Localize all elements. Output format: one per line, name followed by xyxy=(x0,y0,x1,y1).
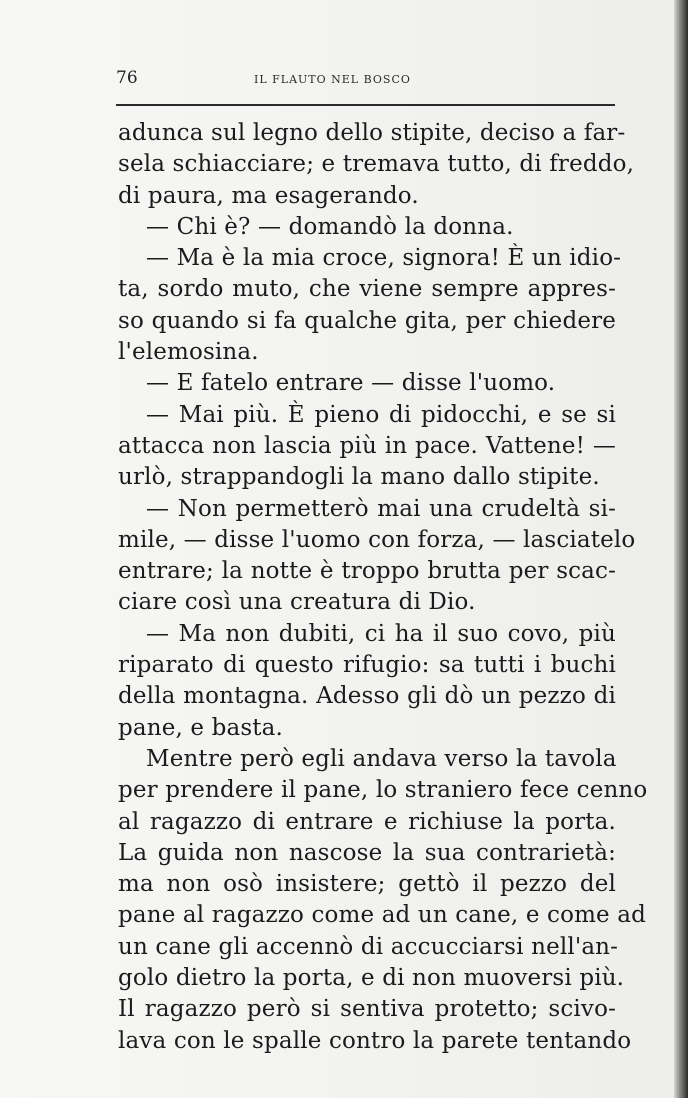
text-line: La guida non nascose la sua contrarietà: xyxy=(118,839,616,866)
text-line: — Mai più. È pieno di pidocchi, e se si xyxy=(146,401,616,428)
text-line: sela schiacciare; e tremava tutto, di freddo, xyxy=(118,151,635,178)
text-line: — Ma è la mia croce, signora! È un idio- xyxy=(146,245,622,272)
text-line: ciare così una creatura di Dio. xyxy=(118,589,476,616)
text-line: Il ragazzo però si sentiva protetto; scivo- xyxy=(118,996,616,1023)
text-line: lava con le spalle contro la parete tentando xyxy=(118,1027,632,1054)
text-line: — Non permetterò mai una crudeltà si- xyxy=(146,495,616,522)
text-line: Mentre però egli andava verso la tavola xyxy=(146,745,617,772)
header-rule xyxy=(116,104,615,106)
text-line: un cane gli accennò di accucciarsi nell'an- xyxy=(118,933,619,960)
text-line: ma non osò insistere; gettò il pezzo del xyxy=(118,871,616,898)
text-line: ta, sordo muto, che viene sempre appres- xyxy=(118,276,616,303)
text-line: l'elemosina. xyxy=(118,339,259,366)
text-line: mile, — disse l'uomo con forza, — lasciatelo xyxy=(118,526,636,553)
text-line: di paura, ma esagerando. xyxy=(118,182,419,209)
text-line: al ragazzo di entrare e richiuse la porta. xyxy=(118,808,616,835)
text-line: della montagna. Adesso gli dò un pezzo di xyxy=(118,683,616,710)
text-line: pane, e basta. xyxy=(118,714,284,741)
text-line: per prendere il pane, lo straniero fece cenno xyxy=(118,777,648,804)
running-title: IL FLAUTO NEL BOSCO xyxy=(254,73,411,86)
text-line: urlò, strappandogli la mano dallo stipite. xyxy=(118,464,600,491)
text-line: so quando si fa qualche gita, per chiedere xyxy=(118,307,616,334)
page-edge-shadow xyxy=(674,0,688,1098)
text-line: — Chi è? — domandò la donna. xyxy=(146,213,514,240)
body-text xyxy=(118,118,648,1057)
text-line: golo dietro la porta, e di non muoversi più. xyxy=(118,965,625,992)
text-line: — E fatelo entrare — disse l'uomo. xyxy=(146,370,556,397)
text-line: attacca non lascia più in pace. Vattene! — xyxy=(118,432,616,459)
text-line: entrare; la notte è troppo brutta per scac- xyxy=(118,558,616,585)
text-line: — Ma non dubiti, ci ha il suo covo, più xyxy=(146,620,616,647)
text-line: riparato di questo rifugio: sa tutti i buchi xyxy=(118,652,616,679)
text-line: adunca sul legno dello stipite, deciso a far- xyxy=(118,120,626,146)
page-number: 76 xyxy=(116,68,138,88)
running-header xyxy=(116,68,615,94)
text-line: pane al ragazzo come ad un cane, e come ad xyxy=(118,902,646,929)
